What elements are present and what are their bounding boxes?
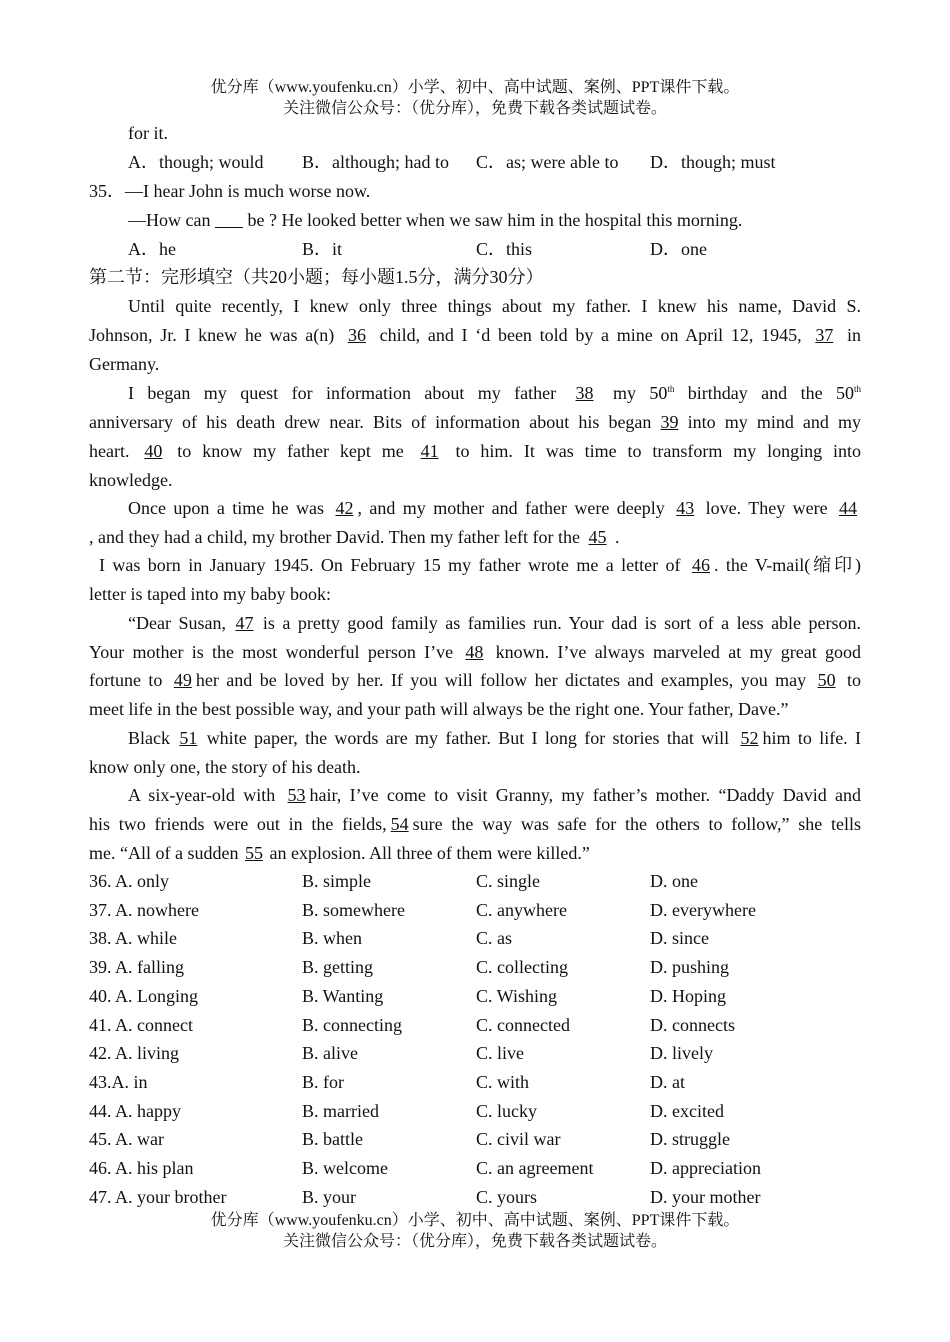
q34-option-c: C．as; were able to <box>476 152 619 172</box>
p2-text-5: into my mind and my <box>687 412 862 432</box>
p2-text-6: heart. <box>89 441 130 461</box>
blank-44: 44 <box>839 498 858 518</box>
question-46-option-d: D. appreciation <box>650 1158 761 1178</box>
p2-th-b: th <box>853 384 861 394</box>
p3-text-2: , and my mother and father were deeply <box>357 498 665 518</box>
q35-option-a: A．he <box>128 239 176 259</box>
p5-text-2: is a pretty good family as families run. Your dad is sort of a less able person. <box>262 613 862 633</box>
p5-text-3: Your mother is the most wonderful person I’ve <box>89 642 454 662</box>
p3-line2 <box>89 523 861 552</box>
q34-tail-text: for it. <box>128 123 168 143</box>
question-41-option-b: B. connecting <box>302 1014 402 1035</box>
p3-text-3: love. They were <box>705 498 828 518</box>
blank-52: 52 <box>740 728 759 748</box>
question-42-option-b: B. alive <box>302 1043 358 1064</box>
p1-text-2: Johnson, Jr. I knew he was a(n) <box>89 325 335 345</box>
blank-38: 38 <box>575 383 594 403</box>
p2-text-7: to know my father kept me <box>177 441 404 461</box>
question-45-option-d: D. struggle <box>650 1129 730 1150</box>
p2-line4: knowledge. <box>89 470 173 490</box>
p4-text-1: I was born in January 1945. On February 15 my father wrote me a letter of <box>99 555 681 575</box>
question-41-option-c: C. connected <box>476 1014 570 1035</box>
blank-47: 47 <box>235 613 254 633</box>
question-45-option-b: B. battle <box>302 1129 363 1150</box>
site-footer-line2: 关注微信公众号：（优分库），免费下载各类试题试卷。 <box>282 1233 667 1250</box>
q35-line1: 35．—I hear John is much worse now. <box>89 181 371 201</box>
p6-text-3: him to life. I <box>762 728 862 748</box>
p4-text-2: . the V-mail(缩印) <box>713 555 862 575</box>
blank-50: 50 <box>817 670 836 690</box>
question-44-option-d: D. excited <box>650 1100 724 1121</box>
p2-line2 <box>89 408 861 437</box>
p2-50-a: my 50 <box>612 383 668 403</box>
p7-text-2: hair, I’ve come to visit Granny, my father’s mother. “Daddy David and <box>309 785 862 805</box>
question-41-option-d: D. connects <box>650 1014 735 1035</box>
question-43-option-b: B. for <box>302 1071 344 1092</box>
question-36-option-d: D. one <box>650 871 698 891</box>
blank-42: 42 <box>335 498 354 518</box>
q35-option-b: B．it <box>302 239 343 259</box>
p4-line2: letter is taped into my baby book: <box>89 584 331 604</box>
question-46-option-c: C. an agreement <box>476 1158 594 1178</box>
question-38-option-b: B. when <box>302 928 362 949</box>
question-38-option-c: C. as <box>476 928 512 949</box>
blank-53: 53 <box>287 785 306 805</box>
question-47-option-a: 47. A. your brother <box>89 1186 227 1207</box>
p1-text-3: child, and I ‘d been told by a mine on April 12, 1945, <box>379 325 802 345</box>
question-44-option-a: 44. A. happy <box>89 1100 181 1121</box>
p5-text-1: “Dear Susan, <box>128 613 226 633</box>
p7-text-3: his two friends were out in the fields, <box>89 814 387 834</box>
p2-line3 <box>89 437 861 466</box>
q34-option-a: A．though; would <box>128 152 264 172</box>
question-44-option-c: C. lucky <box>476 1100 537 1121</box>
question-42-option-c: C. live <box>476 1043 524 1064</box>
blank-54: 54 <box>390 814 409 834</box>
site-footer-line1: 优分库（www.youfenku.cn）小学、初中、高中试题、案例、PPT课件下载。 <box>210 1212 740 1229</box>
question-41-option-a: 41. A. connect <box>89 1014 193 1035</box>
p3-text-1: Once upon a time he was <box>128 498 325 518</box>
question-43-option-c: C. with <box>476 1071 530 1092</box>
question-39-option-c: C. collecting <box>476 957 568 978</box>
p3-text-4: , and they had a child, my brother David. Then my father left for the <box>89 527 581 547</box>
p2-text-3 <box>688 383 861 403</box>
blank-43: 43 <box>676 498 695 518</box>
q35-line2-start: —How can <box>128 210 211 230</box>
section2-title: 第二节：完形填空（共20小题；每小题1.5分，满分30分） <box>89 267 544 287</box>
question-44-option-b: B. married <box>302 1100 379 1121</box>
question-36-option-a: 36. A. only <box>89 871 170 891</box>
question-36-option-b: B. simple <box>302 871 372 891</box>
q35-line2 <box>128 206 900 235</box>
question-43-option-a: 43.A. in <box>89 1071 148 1092</box>
blank-46: 46 <box>691 555 710 575</box>
q35-option-d: D．one <box>650 239 707 259</box>
question-37-option-b: B. somewhere <box>302 899 405 920</box>
p5-line2 <box>89 638 861 667</box>
question-45-option-a: 45. A. war <box>89 1129 164 1150</box>
p2-line1 <box>128 379 861 408</box>
question-40-option-b: B. Wanting <box>302 985 384 1006</box>
blank-40: 40 <box>144 441 163 461</box>
p2-text-2 <box>613 383 674 403</box>
site-header-line1: 优分库（www.youfenku.cn）小学、初中、高中试题、案例、PPT课件下载。 <box>210 79 740 96</box>
q35-option-c: C．this <box>476 239 533 259</box>
question-47-option-b: B. your <box>302 1186 356 1207</box>
p5-text-6: her and be loved by her. If you will follow her dictates and examples, you may <box>195 670 807 690</box>
site-header-line2: 关注微信公众号：（优分库），免费下载各类试题试卷。 <box>282 100 667 117</box>
q34-option-d: D．though; must <box>650 152 776 172</box>
question-46-option-a: 46. A. his plan <box>89 1158 194 1178</box>
p5-text-5: fortune to <box>89 670 163 690</box>
question-42-option-d: D. lively <box>650 1043 713 1064</box>
p2-text-4: anniversary of his death drew near. Bits of information about his began <box>89 412 652 432</box>
question-37-option-d: D. everywhere <box>650 899 756 920</box>
blank-55: 55 <box>244 843 263 863</box>
question-40-option-c: C. Wishing <box>476 985 557 1006</box>
p7-line1 <box>128 781 861 810</box>
p7-text-5: me. “All of a sudden <box>89 843 239 863</box>
p7-text-6: an explosion. All three of them were killed.” <box>269 843 590 863</box>
p2-50-b: birthday and the 50 <box>687 383 854 403</box>
blank-41: 41 <box>420 441 439 461</box>
question-47-option-c: C. yours <box>476 1186 538 1207</box>
p7-text-4: sure the way was safe for the others to follow,” she tells <box>412 814 861 834</box>
question-36-option-c: C. single <box>476 871 541 891</box>
p5-line3 <box>89 666 861 695</box>
p6-text-1: Black <box>128 728 170 748</box>
blank-51: 51 <box>179 728 198 748</box>
question-40-option-a: 40. A. Longing <box>89 985 199 1006</box>
p7-line3 <box>89 839 861 868</box>
p7-line2 <box>89 810 861 839</box>
q35-blank <box>215 211 243 228</box>
question-42-option-a: 42. A. living <box>89 1043 180 1064</box>
question-40-option-d: D. Hoping <box>650 985 726 1006</box>
blank-49: 49 <box>173 670 192 690</box>
question-46-option-b: B. welcome <box>302 1158 388 1178</box>
question-37-option-a: 37. A. nowhere <box>89 899 199 920</box>
p6-text-2: white paper, the words are my father. But I long for stories that will <box>206 728 730 748</box>
question-43-option-d: D. at <box>650 1071 685 1092</box>
question-38-option-d: D. since <box>650 928 709 949</box>
blank-48: 48 <box>465 642 484 662</box>
question-47-option-d: D. your mother <box>650 1186 761 1207</box>
p3-line1 <box>128 494 861 523</box>
p5-line4: meet life in the best possible way, and your path will always be the right one. Your father, Dave.” <box>89 699 789 719</box>
p5-line1 <box>128 609 861 638</box>
question-39-option-a: 39. A. falling <box>89 957 184 978</box>
p1-line3: Germany. <box>89 354 160 374</box>
p2-th-a: th <box>667 384 675 394</box>
q35-line2-end: be ? He looked better when we saw him in the hospital this morning. <box>247 210 743 230</box>
p1-line1 <box>128 292 861 321</box>
question-39-option-d: D. pushing <box>650 957 730 978</box>
p5-text-4: known. I’ve always marveled at my great good <box>495 642 862 662</box>
question-37-option-c: C. anywhere <box>476 899 567 920</box>
p1-text-1: Until quite recently, I knew only three things about my father. I knew his name, David S. <box>128 296 861 316</box>
p2-text-1: I began my quest for information about my father <box>128 383 557 403</box>
question-39-option-b: B. getting <box>302 957 373 978</box>
p6-line2: know only one, the story of his death. <box>89 757 361 777</box>
p1-text-4: in <box>847 325 862 345</box>
p1-line2 <box>89 321 861 350</box>
blank-36: 36 <box>347 325 366 345</box>
q34-option-b: B．although; had to <box>302 152 449 172</box>
p6-line1 <box>128 724 861 753</box>
p3-text-5: . <box>615 527 620 547</box>
question-45-option-c: C. civil war <box>476 1129 561 1150</box>
question-38-option-a: 38. A. while <box>89 928 177 949</box>
blank-37: 37 <box>815 325 834 345</box>
blank-39: 39 <box>660 412 679 432</box>
p5-text-7: to <box>847 670 862 690</box>
p4-line1 <box>99 551 861 580</box>
blank-45: 45 <box>588 527 607 547</box>
p2-text-8: to him. It was time to transform my longing into <box>455 441 862 461</box>
p7-text-1: A six-year-old with <box>128 785 276 805</box>
